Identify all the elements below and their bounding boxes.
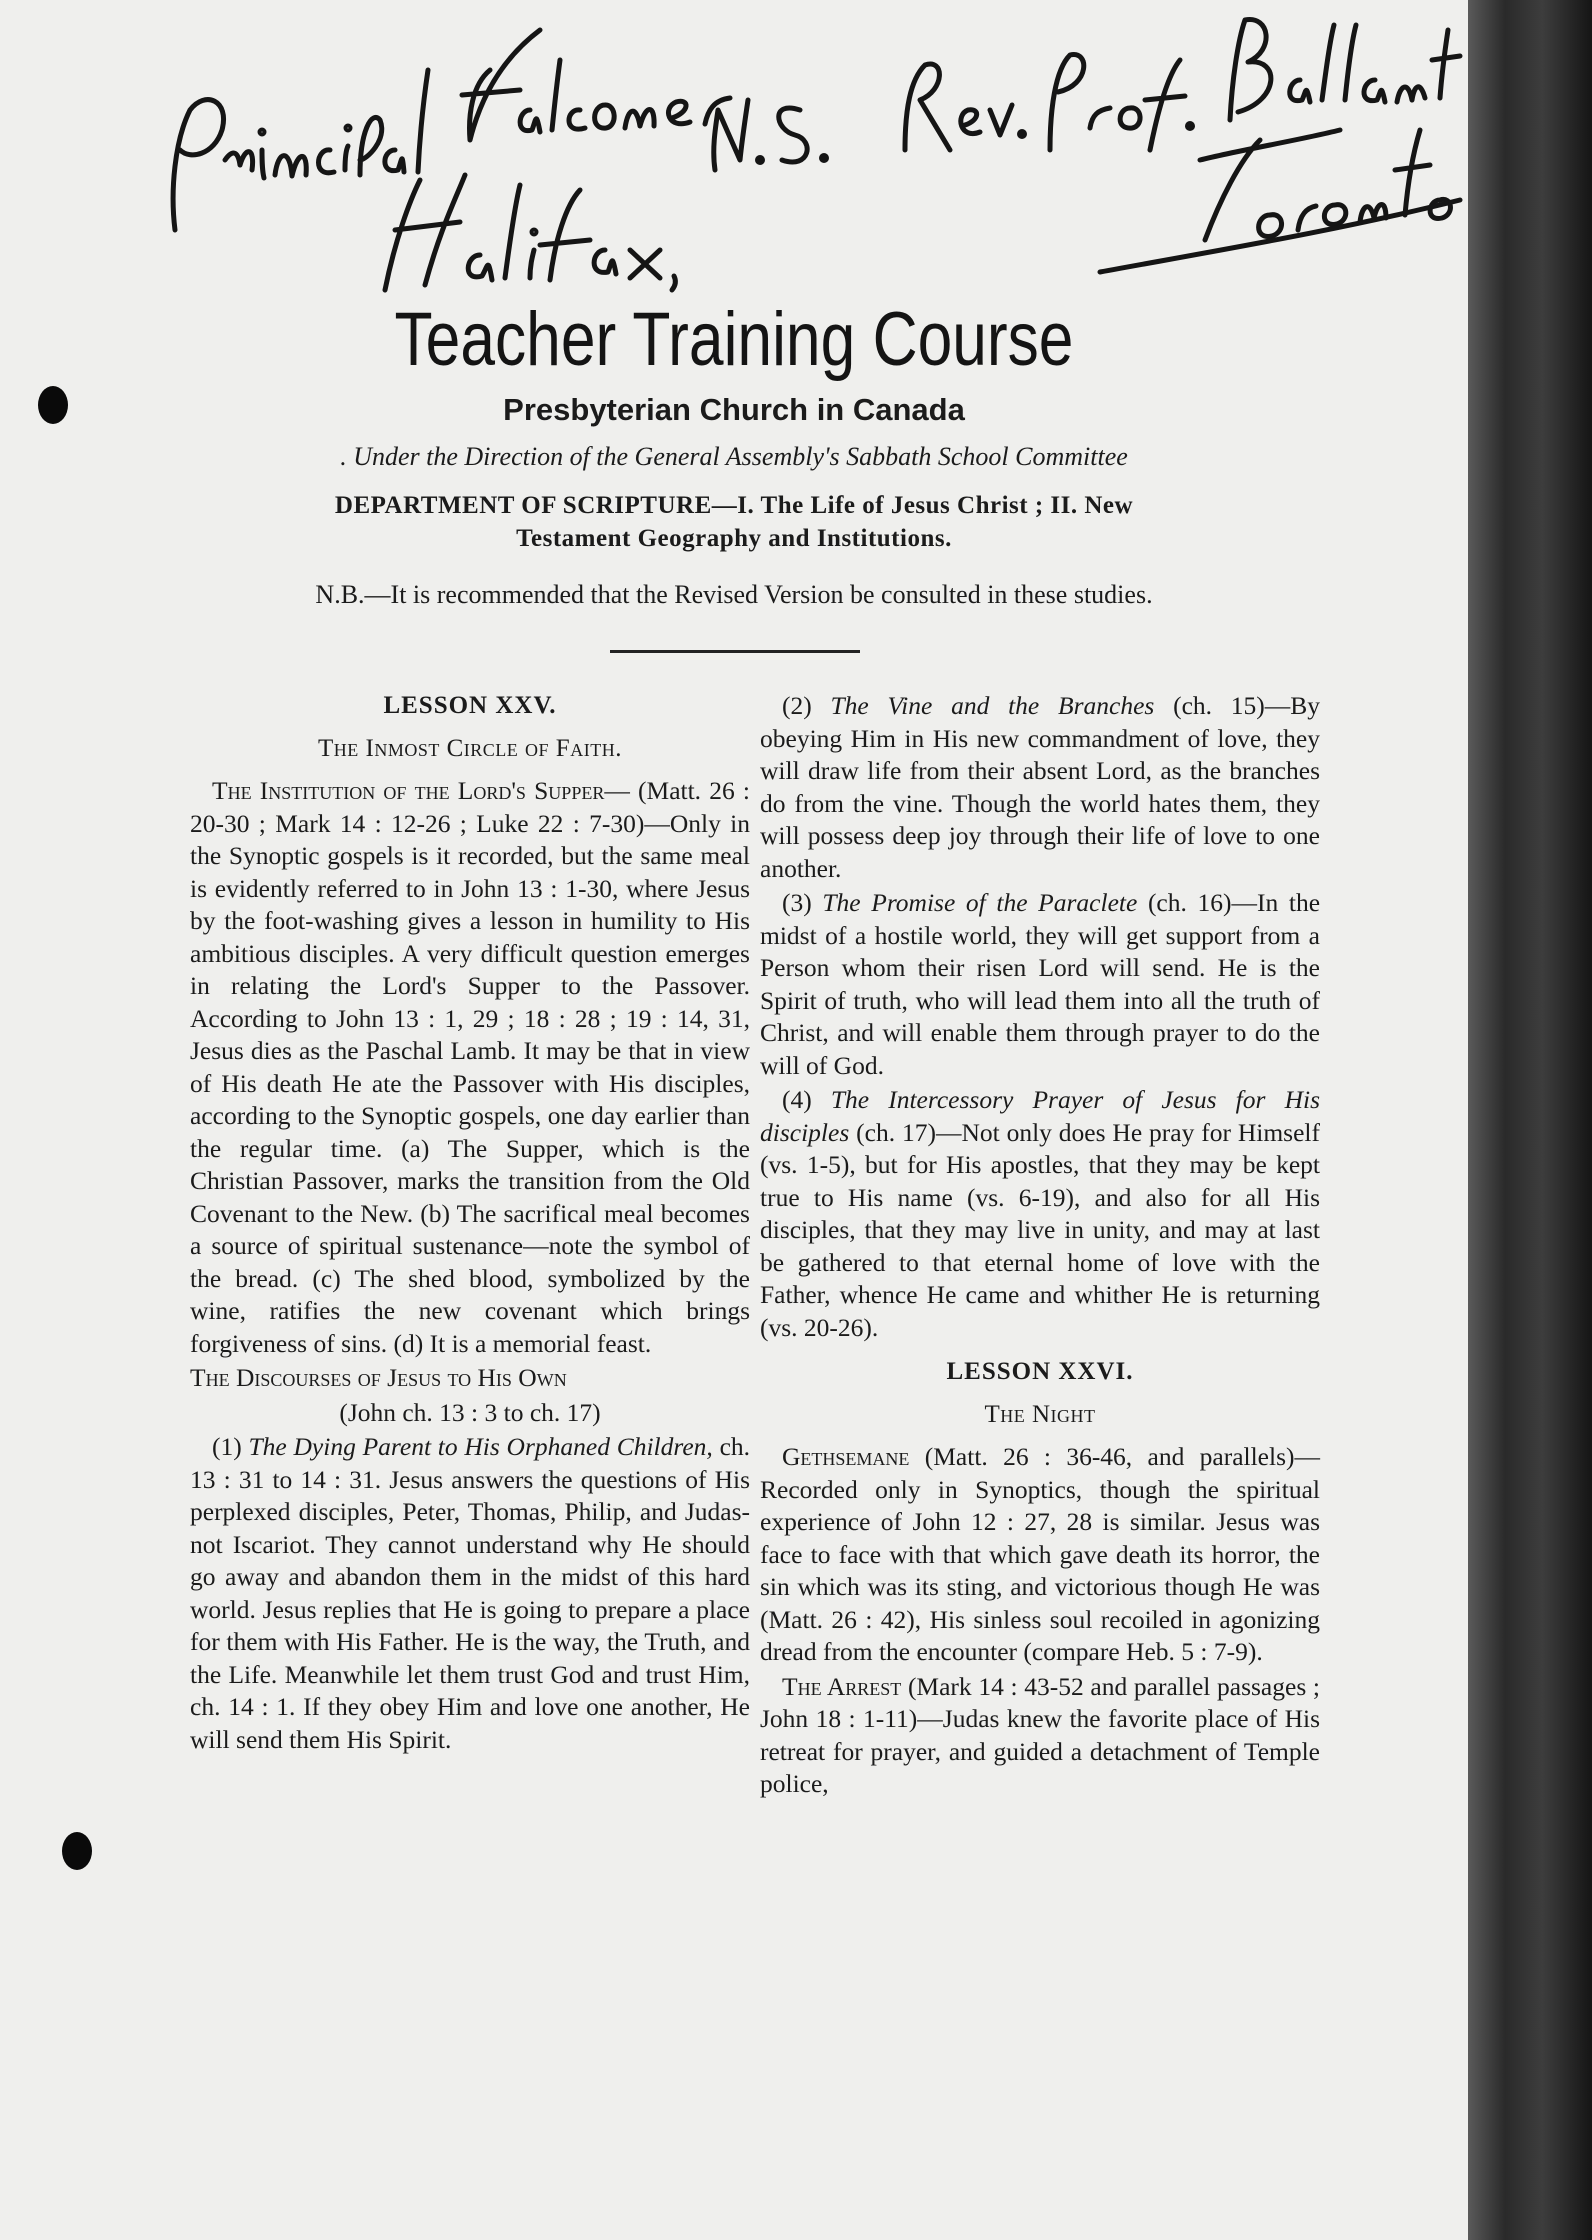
paragraph-dying-parent xyxy=(190,1431,750,1756)
lesson-25-subtitle: The Inmost Circle of Faith. xyxy=(318,734,622,762)
page-title: Teacher Training Course xyxy=(394,297,1074,382)
handwritten-inscription xyxy=(0,0,1468,300)
department-line-2: Testament Geography and Institutions. xyxy=(516,524,952,552)
paragraph-title: The Dying Parent to His Orphaned Children, xyxy=(248,1432,713,1461)
paragraph-number: (2) xyxy=(782,691,812,720)
lesson-26-subtitle: The Night xyxy=(984,1400,1096,1428)
department-line-1: DEPARTMENT OF SCRIPTURE—I. The Life of Jesus Christ ; II. New xyxy=(334,492,1134,519)
paragraph-lead: Gethsemane xyxy=(782,1442,910,1471)
paragraph-text: (Mark 14 : 43-52 and parallel passages ; John 18 : 1-11)—Judas knew the favorite place of His retreat for prayer, and guided a detachment of Temple police, xyxy=(760,1671,1320,1798)
punch-hole-bottom xyxy=(62,1832,92,1870)
paragraph-number: (3) xyxy=(782,888,812,917)
paragraph-number: (4) xyxy=(782,1085,812,1114)
left-column xyxy=(190,690,750,1758)
book-page-edge xyxy=(1468,0,1592,2240)
paragraph-intercessory-prayer xyxy=(760,1084,1320,1344)
lesson-25-title: LESSON XXV. xyxy=(383,692,557,719)
lesson-26-title: LESSON XXVI. xyxy=(946,1358,1134,1385)
paragraph-lead: The Institution of the Lord's Supper— xyxy=(212,776,630,805)
paragraph-text: (ch. 17)—Not only does He pray for Himself (vs. 1-5), but for His apostles, that they may be kept true to His name (vs. 6-19), and also for all His disciples, that they may live in unity, and may at last be gathered to that eternal home of love with the Father, whence He came and whither He is returning (vs. 20-26). xyxy=(760,1117,1321,1342)
discourses-reference: (John ch. 13 : 3 to ch. 17) xyxy=(339,1397,601,1427)
paragraph-lead: The Discourses of Jesus to His Own xyxy=(190,1363,567,1392)
right-column xyxy=(760,690,1320,1803)
department-heading xyxy=(0,490,1468,555)
divider-rule xyxy=(610,650,860,653)
paragraph-lords-supper xyxy=(190,775,750,1360)
paragraph-arrest xyxy=(760,1671,1320,1801)
paragraph-title: The Intercessory Prayer of Jesus for His disciples xyxy=(760,1085,1320,1147)
paragraph-text: (ch. 16)—In the midst of a hostile world, they will get support from a Person whom their risen Lord will send. He is the Spirit of truth, who will lead them into all the truth of Christ, and will enable them through prayer to do the will of God. xyxy=(760,888,1321,1080)
paragraph-text: (Matt. 26 : 20-30 ; Mark 14 : 12-26 ; Luke 22 : 7-30)—Only in the Synoptic gospels is it recorded, but the same meal is evidently referred to in John 13 : 1-30, where Jesus by the foot-washing gives a lesson in humility to His ambitious disciples. A very difficult question emerges in relating the Lord's Supper to the Passover. According to John 13 : 1, 29 ; 18 : 28 ; 19 : 14, 31, Jesus dies as the Paschal Lamb. It may be that in view of His death He ate the Passover with His disciples, according to the Synoptic gospels, one day earlier than the regular time. (a) The Supper, which is the Christian Passover, marks the transition from the Old Covenant to the New. (b) The sacrifical meal becomes a source of spiritual sustenance—note the symbol of the bread. (c) The shed blood, symbolized by the wine, ratifies the new covenant which brings forgiveness of sins. (d) It is a memorial feast. xyxy=(190,776,751,1358)
paragraph-text: (ch. 15)—By obeying Him in His new commandment of love, they will draw life from their absent Lord, as the branches do from the vine. Though the world hates them, they will possess deep joy through their life of love to one another. xyxy=(760,691,1321,883)
paragraph-number: (1) xyxy=(212,1432,242,1461)
page-subtitle: Presbyterian Church in Canada xyxy=(503,392,965,427)
paragraph-title: The Promise of the Paraclete xyxy=(822,888,1138,917)
paragraph-text: (Matt. 26 : 36-46, and parallels)—Recorded only in Synoptics, though the spiritual experience of John 12 : 27, 28 is similar. Jesus was face to face with that which gave death its horror, the sin which was its sting, and victorious though He was (Matt. 26 : 42), His sinless soul recoiled in agonizing dread from the encounter (compare Heb. 5 : 7-9). xyxy=(760,1442,1321,1666)
paragraph-lead: The Arrest xyxy=(782,1671,902,1701)
paragraph-gethsemane xyxy=(760,1441,1320,1669)
paragraph-vine xyxy=(760,690,1320,885)
paragraph-discourses xyxy=(190,1362,750,1395)
paragraph-text: ch. 13 : 31 to 14 : 31. Jesus answers the questions of His perplexed disciples, Peter, Thomas, Philip, and Judas-not Iscariot. They cannot understand why He should go away and abandon them in the midst of this hard world. Jesus replies that He is going to prepare a place for them with His Father. He is the way, the Truth, and the Life. Meanwhile let them trust God and trust Him, ch. 14 : 1. If they obey Him and love one another, He will send them His Spirit. xyxy=(190,1432,751,1754)
committee-line: . Under the Direction of the General Assembly's Sabbath School Committee xyxy=(340,442,1128,471)
paragraph-title: The Vine and the Branches xyxy=(830,691,1155,720)
nb-note: N.B.—It is recommended that the Revised Version be consulted in these studies. xyxy=(315,580,1153,609)
paragraph-paraclete xyxy=(760,887,1320,1082)
